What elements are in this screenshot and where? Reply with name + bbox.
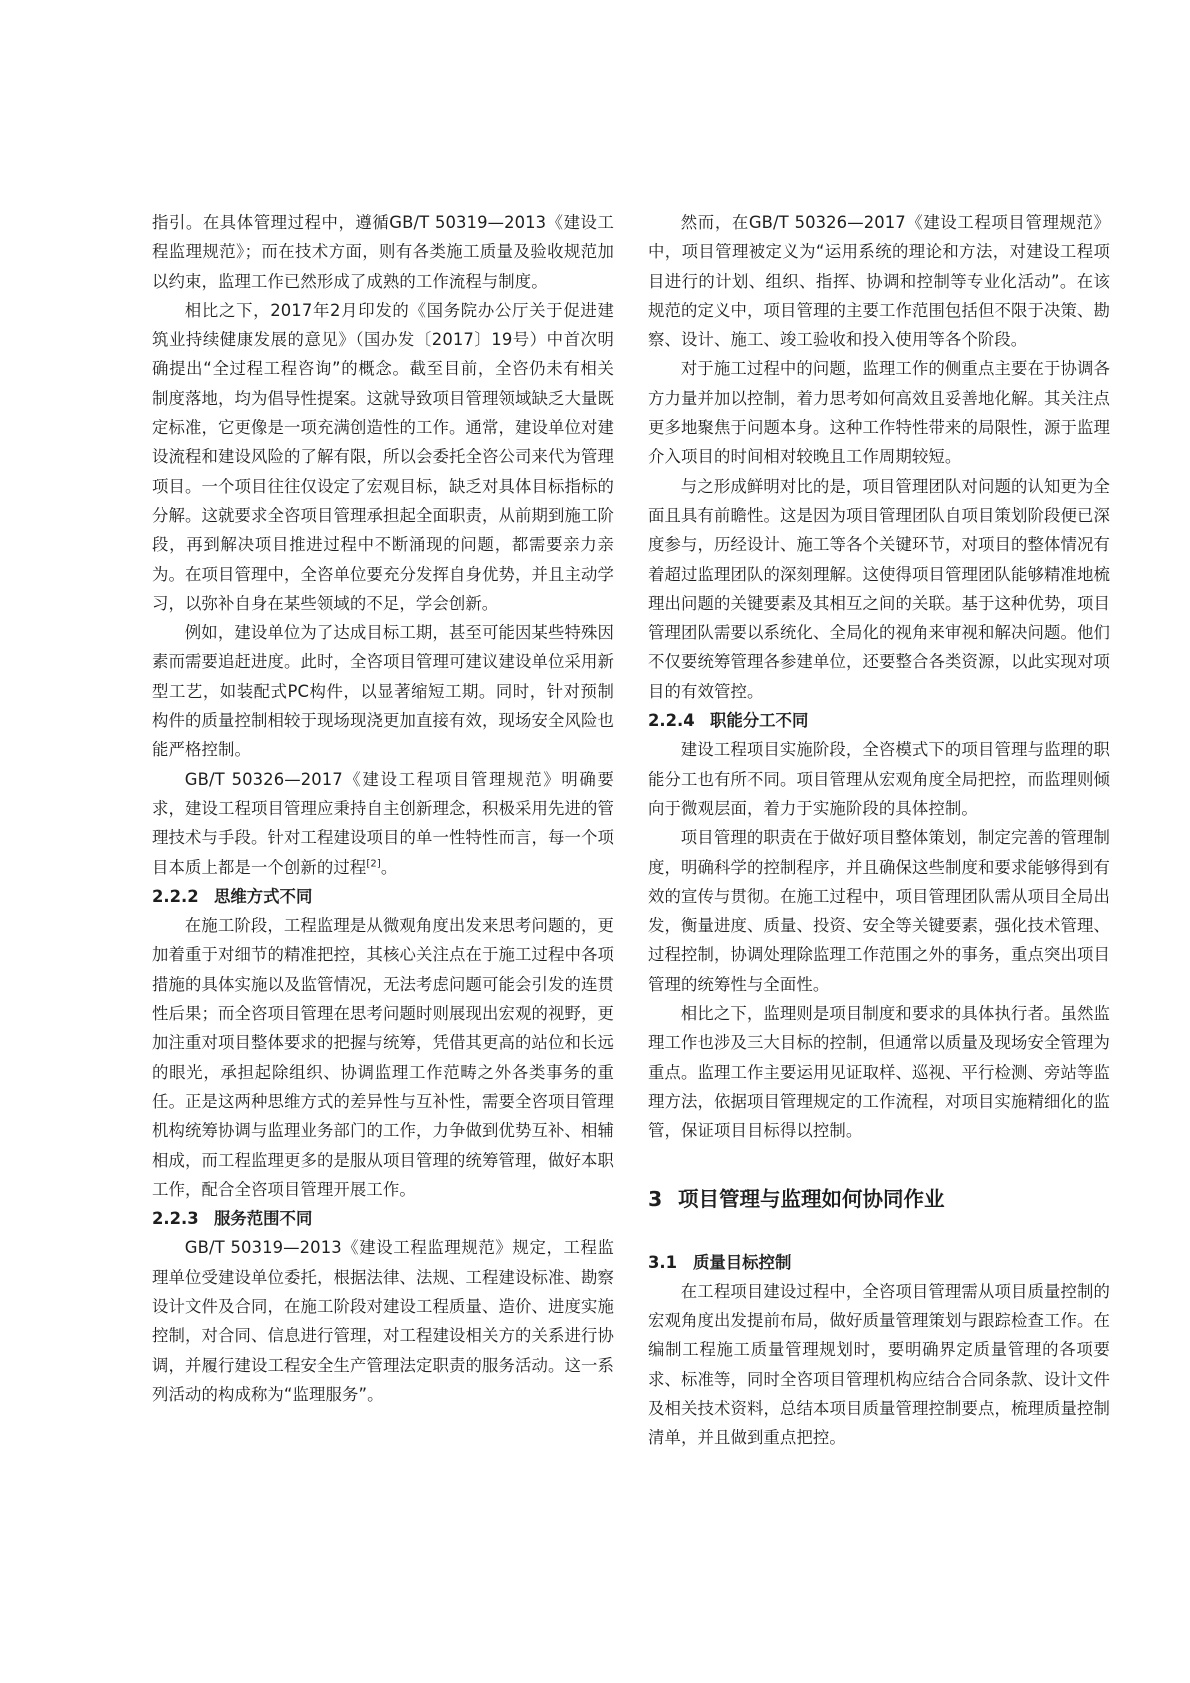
paragraph: 项目管理的职责在于做好项目整体策划，制定完善的管理制度，明确科学的控制程序，并且确保这些制度和要求能够得到有效的宣传与贯彻。在施工过程中，项目管理团队需从项目全局出发，衡量进度、质量、投资、安全等关键要素，强化技术管理、过程控制，协调处理除监理工作范围之外的事务，重点突出项目管理的统筹性与全面性。 — [648, 828, 1110, 994]
subsection-heading-2-2-4 — [648, 706, 1110, 735]
paragraph: 例如，建设单位为了达成目标工期，甚至可能因某些特殊因素而需要追赶进度。此时，全咨项目管理可建议建设单位采用新型工艺，如装配式PC构件，以显著缩短工期。同时，针对预制构件的质量控制相较于现场现浇更加直接有效，现场安全风险也能严格控制。 — [152, 623, 614, 760]
heading-title: 质量目标控制 — [693, 1252, 792, 1272]
citation-ref: [2] — [366, 858, 381, 870]
left-column — [152, 208, 614, 1409]
right-column — [648, 208, 1110, 1453]
paragraph-end: 。 — [380, 857, 398, 877]
heading-title: 思维方式不同 — [214, 886, 313, 906]
heading-number: 3.1 — [648, 1252, 678, 1272]
paragraph: 然而，在GB/T 50326—2017《建设工程项目管理规范》中，项目管理被定义为“运用系统的理论和方法，对建设工程项目进行的计划、组织、指挥、协调和控制等专业化活动”。在该规范的定义中，项目管理的主要工作范围包括但不限于决策、勘察、设计、施工、竣工验收和投入使用等各个阶段。 — [648, 213, 1110, 350]
heading-title: 项目管理与监理如何协同作业 — [678, 1186, 945, 1211]
subsection-heading-2-2-3 — [152, 1204, 614, 1233]
section-heading-3 — [648, 1184, 1110, 1214]
paragraph: 相比之下，监理则是项目制度和要求的具体执行者。虽然监理工作也涉及三大目标的控制，但通常以质量及现场安全管理为重点。监理工作主要运用见证取样、巡视、平行检测、旁站等监理方法，依据项目管理规定的工作流程，对项目实施精细化的监管，保证项目目标得以控制。 — [648, 1004, 1110, 1141]
subsection-heading-3-1 — [648, 1248, 1110, 1277]
heading-number: 2.2.3 — [152, 1209, 199, 1229]
heading-title: 服务范围不同 — [214, 1209, 313, 1229]
paragraph: 在工程项目建设过程中，全咨项目管理需从项目质量控制的宏观角度出发提前布局，做好质量管理策划与跟踪检查工作。在编制工程施工质量管理规划时，要明确界定质量管理的各项要求、标准等，同时全咨项目管理机构应结合合同条款、设计文件及相关技术资料，总结本项目质量管理控制要点，梳理质量控制清单，并且做到重点把控。 — [648, 1281, 1110, 1448]
heading-number: 3 — [648, 1186, 663, 1211]
heading-number: 2.2.4 — [648, 711, 695, 731]
paragraph: 建设工程项目实施阶段，全咨模式下的项目管理与监理的职能分工也有所不同。项目管理从宏观角度全局把控，而监理则倾向于微观层面，着力于实施阶段的具体控制。 — [648, 740, 1110, 818]
paragraph-text: GB/T 50326—2017《建设工程项目管理规范》明确要求，建设工程项目管理应秉持自主创新理念，积极采用先进的管理技术与手段。针对工程建设项目的单一性特性而言，每一个项目本质上都是一个创新的过程 — [152, 769, 614, 877]
heading-number: 2.2.2 — [152, 886, 199, 906]
paragraph: 指引。在具体管理过程中，遵循GB/T 50319—2013《建设工程监理规范》；而在技术方面，则有各类施工质量及验收规范加以约束，监理工作已然形成了成熟的工作流程与制度。 — [152, 213, 614, 291]
paragraph: 在施工阶段，工程监理是从微观角度出发来思考问题的，更加着重于对细节的精准把控，其核心关注点在于施工过程中各项措施的具体实施以及监管情况，无法考虑问题可能会引发的连贯性后果；而全咨项目管理在思考问题时则展现出宏观的视野，更加注重对项目整体要求的把握与统筹，凭借其更高的站位和长远的眼光，承担起除组织、协调监理工作范畴之外各类事务的重任。正是这两种思维方式的差异性与互补性，需要全咨项目管理机构统筹协调与监理业务部门的工作，力争做到优势互补、相辅相成，而工程监理更多的是服从项目管理的统筹管理，做好本职工作，配合全咨项目管理开展工作。 — [152, 916, 614, 1199]
paragraph: GB/T 50319—2013《建设工程监理规范》规定，工程监理单位受建设单位委托，根据法律、法规、工程建设标准、勘察设计文件及合同，在施工阶段对建设工程质量、造价、进度实施控制，对合同、信息进行管理，对工程建设相关方的关系进行协调，并履行建设工程安全生产管理法定职责的服务活动。这一系列活动的构成称为“监理服务”。 — [152, 1238, 614, 1404]
paragraph-with-citation — [152, 765, 614, 882]
paragraph: 相比之下，2017年2月印发的《国务院办公厅关于促进建筑业持续健康发展的意见》（国办发〔2017〕19号）中首次明确提出“全过程工程咨询”的概念。截至目前，全咨仍未有相关制度落地，均为倡导性提案。这就导致项目管理领域缺乏大量既定标准，它更像是一项充满创造性的工作。通常，建设单位对建设流程和建设风险的了解有限，所以会委托全咨公司来代为管理项目。一个项目往往仅设定了宏观目标，缺乏对具体目标指标的分解。这就要求全咨项目管理承担起全面职责，从前期到施工阶段，再到解决项目推进过程中不断涌现的问题，都需要亲力亲为。在项目管理中，全咨单位要充分发挥自身优势，并且主动学习，以弥补自身在某些领域的不足，学会创新。 — [152, 300, 614, 613]
paragraph: 对于施工过程中的问题，监理工作的侧重点主要在于协调各方力量并加以控制，着力思考如何高效且妥善地化解。其关注点更多地聚焦于问题本身。这种工作特性带来的局限性，源于监理介入项目的时间相对较晚且工作周期较短。 — [648, 359, 1110, 467]
subsection-heading-2-2-2 — [152, 882, 614, 911]
paragraph: 与之形成鲜明对比的是，项目管理团队对问题的认知更为全面且具有前瞻性。这是因为项目管理团队自项目策划阶段便已深度参与，历经设计、施工等各个关键环节，对项目的整体情况有着超过监理团队的深刻理解。这使得项目管理团队能够精准地梳理出问题的关键要素及其相互之间的关联。基于这种优势，项目管理团队需要以系统化、全局化的视角来审视和解决问题。他们不仅要统筹管理各参建单位，还要整合各类资源，以此实现对项目的有效管控。 — [648, 476, 1110, 701]
heading-title: 职能分工不同 — [710, 711, 809, 731]
